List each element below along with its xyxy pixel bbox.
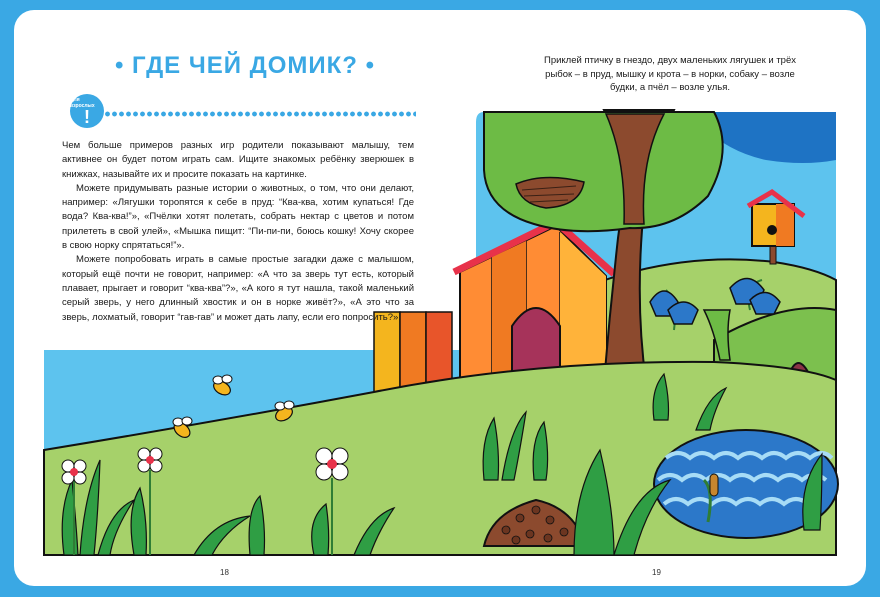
paragraph: Можете придумывать разные истории о животных, о том, что они делают, например: «Лягушки торопятся к себе в пруд: “Ква-ква, хотим купаться! Где вода? Ква-ква!”», «Пчёлки хотят полетать, собрать нектар с цветов и потом прилететь в свой улей», «Мышка пищит: “Пи-пи-пи, боюсь кошку! Хочу скорее в свою норку спрятаться!”».: [62, 182, 414, 252]
page-title: • ГДЕ ЧЕЙ ДОМИК? •: [114, 52, 376, 79]
dotted-divider: [104, 111, 416, 117]
page-number-left: 18: [220, 568, 229, 577]
instruction-text: Приклей птичку в гнездо, двух маленьких лягушек и трёх рыбок – в пруд, мышку и крота – в норки, собаку – возле будки, а пчёл – возле улья.: [543, 55, 796, 94]
badge-label: Для взрослых: [70, 97, 95, 109]
exclamation-icon: !: [84, 107, 90, 127]
book-spread: [14, 10, 866, 586]
adults-badge: [70, 94, 104, 128]
paragraph: Чем больше примеров разных игр родители показывают малышу, тем активнее он будет потом играть сам. Ищите знакомых ребёнку зверюшек в книжках, называйте их и просите показать на картинке.: [62, 140, 414, 180]
body-text: [62, 139, 414, 325]
paragraph: Можете попробовать играть в самые простые загадки даже с малышом, который ещё почти не говорит, например: «А что за зверь тут есть, который плавает, прыгает и говорит “ква-ква”?», «А кого я тут нашла, такой маленький серый зверь, у него длинный хвостик и он в норке живёт?», «А это что за зверь, лохматый, говорит “гав-гав” и может дать лапу, если его попросить?».: [62, 254, 414, 323]
page-number-right: 19: [652, 568, 661, 577]
